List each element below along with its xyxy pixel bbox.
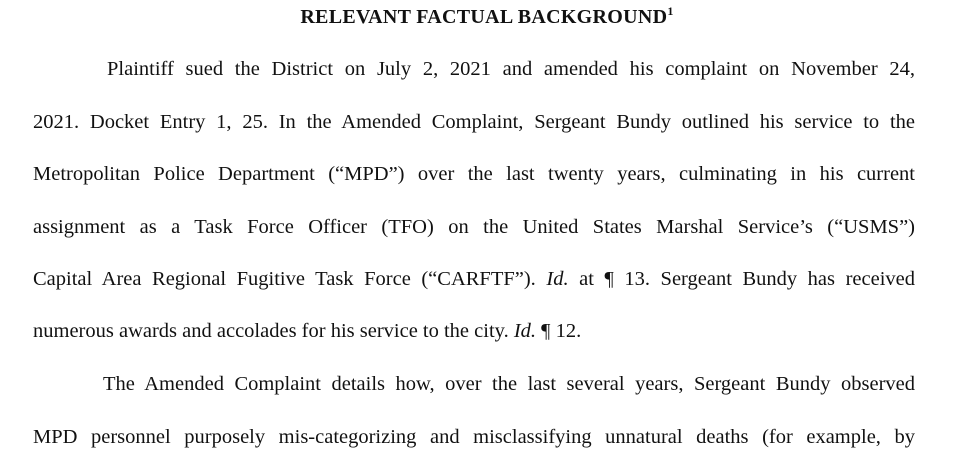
line5-text-a: Capital Area Regional Fugitive Task Force (“CARFTF”). [33, 268, 547, 290]
section-heading [0, 4, 974, 29]
paragraph1-line3: Metropolitan Police Department (“MPD”) over the last twenty years, culminating in his current [33, 163, 915, 185]
paragraph2-line2: MPD personnel purposely mis-categorizing and misclassifying unnatural deaths (for example, by [33, 426, 915, 448]
line6-text-b: ¶ 12. [536, 320, 582, 342]
paragraph1-line6 [33, 318, 915, 344]
line6-id-citation: Id. [513, 320, 537, 342]
line6-text-a: numerous awards and accolades for his service to the city. [33, 320, 514, 342]
paragraph1-line4: assignment as a Task Force Officer (TFO) on the United States Marshal Service’s (“USMS”) [33, 216, 915, 238]
line5-text-b: at ¶ 13. Sergeant Bundy has received [568, 268, 915, 290]
paragraph1-line1: Plaintiff sued the District on July 2, 2021 and amended his complaint on November 24, [107, 58, 915, 80]
paragraph1-line5 [33, 266, 915, 292]
paragraph1-line2: 2021. Docket Entry 1, 25. In the Amended Complaint, Sergeant Bundy outlined his service to the [33, 111, 915, 133]
heading-text: RELEVANT FACTUAL BACKGROUND [300, 6, 668, 28]
line5-id-citation: Id. [546, 268, 569, 290]
paragraph2-line1: The Amended Complaint details how, over the last several years, Sergeant Bundy observed [103, 373, 915, 395]
footnote-marker[interactable]: 1 [667, 4, 674, 18]
